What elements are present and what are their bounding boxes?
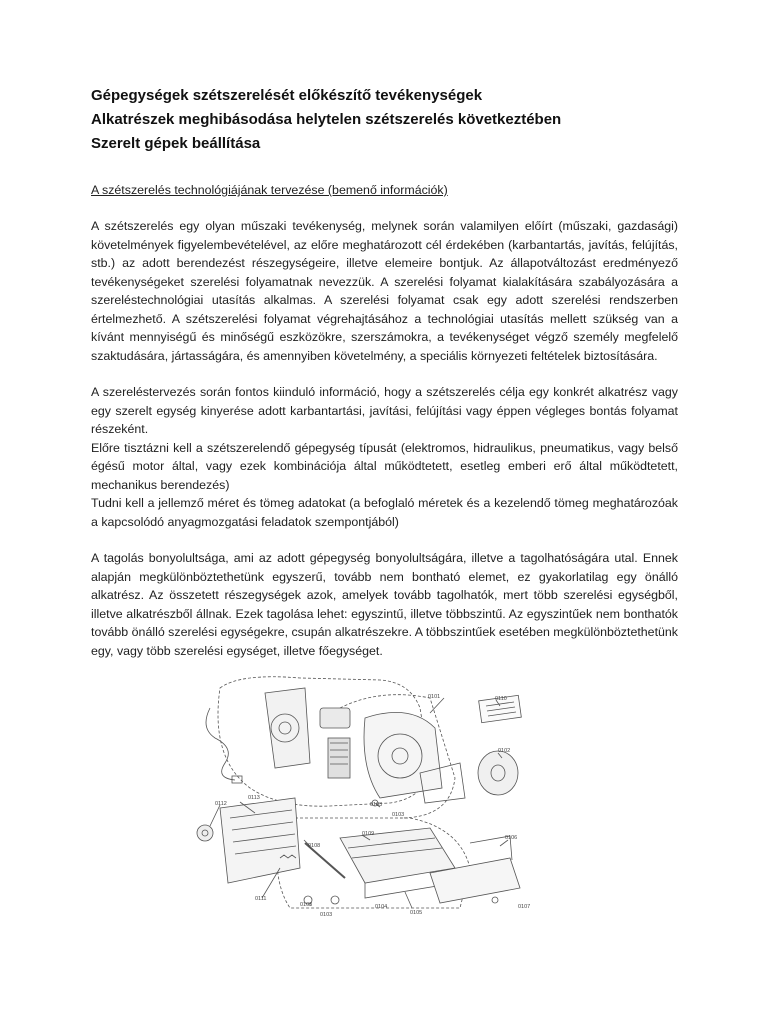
part-label: 0109 <box>362 831 375 837</box>
part-label: 0111 <box>255 896 267 902</box>
title-line-1: Gépegységek szétszerelését előkészítő tevékenységek <box>91 87 483 104</box>
paragraph-definition: A szétszerelés egy olyan műszaki tevékenység, melynek során valamilyen előírt (műszaki, gazdasági) követelmények figyelembevételével, az előre meghatározott cél érdekében (karbantartás, javítás, felújítás, stb.) az adott berendezést részegységeire, illetve elemeire bontjuk. Az állapotváltozást eredményező tevékenységeket szerelési folyamatnak nevezzük. A szerelési folyamat kialakítására szabályozására a szereléstechnológiai utasítás alkalmas. A szerelési folyamat csak egy adott szerelési rendszerben értelmezhető. A szétszerelési folyamat végrehajtásához a technológiai utasítás mellett szükség van a kívánt mennyiségű és minőségű eszközökre, szerszámokra, a tevékenységet végző személy megfelelő szaktudására, jártasságára, és amennyiben követelmény, a speciális környezeti feltételek biztosítására. <box>91 219 678 363</box>
section-heading: A szétszerelés technológiájának tervezése (bemenő információk) <box>91 183 448 197</box>
exploded-view-illustration <box>180 668 542 918</box>
part-label: 0107 <box>518 904 531 910</box>
part-label: 0110 <box>495 696 507 702</box>
part-label: 0112 <box>215 801 227 807</box>
part-label: 0101 <box>428 694 441 700</box>
paragraph-block-inputs <box>91 383 678 531</box>
part-label: 0104 <box>375 904 388 910</box>
part-label: 0103 <box>320 912 333 918</box>
part-label: 0103 <box>392 812 405 818</box>
part-label: 0108 <box>308 843 321 849</box>
title-line-2: Alkatrészek meghibásodása helytelen szétszerelés következtében <box>91 111 562 128</box>
paragraph-goal: A szereléstervezés során fontos kiinduló információ, hogy a szétszerelés célja egy konkrét alkatrész vagy egy szerelt egység kinyerése adott karbantartási, javítási, felújítási vagy éppen végleges bontás folyamat részeként. <box>91 385 678 436</box>
part-label: 0102 <box>498 748 511 754</box>
exploded-view-diagram <box>180 668 542 918</box>
title-line-3: Szerelt gépek beállítása <box>91 135 261 152</box>
part-label: 0105 <box>410 910 423 916</box>
part-label: 0113 <box>248 795 260 801</box>
paragraph-type: Előre tisztázni kell a szétszerelendő gépegység típusát (elektromos, hidraulikus, pneumatikus, vagy belső égésű motor által, vagy ezek kombinációja által működtetett, esetleg emberi erő által működtetett, mechanikus berendezés) <box>91 440 678 492</box>
part-label: 0106 <box>505 835 518 841</box>
paragraph-size: Tudni kell a jellemző méret és tömeg adatokat (a befoglaló méretek és a kezelendő tömeg meghatározóak a kapcsolódó anyagmozgatási feladatok szempontjából) <box>91 496 678 529</box>
part-label: 0103 <box>300 902 313 908</box>
paragraph-complexity: A tagolás bonyolultsága, ami az adott gépegység bonyolultságára, illetve a tagolhatóságára utal. Ennek alapján megkülönböztethetünk egyszerű, tovább nem bontható elemet, ez gyakorlatilag egy önálló alkatrész. Az összetett részegységek azok, amelyek tovább tagolhatók, mert több szerelési egységből, illetve alkatrészből állnak. Ezek tagolása lehet: egyszintű, illetve többszintű. Az egyszintűek nem bonthatók tovább önálló szerelési egységekre, csupán alkatrészekre. A többszintűek esetében megkülönböztethetünk egy, vagy több szerelési egységet, illetve főegységet. <box>91 551 678 658</box>
document-page <box>91 84 678 660</box>
part-label: 0103 <box>370 802 383 808</box>
